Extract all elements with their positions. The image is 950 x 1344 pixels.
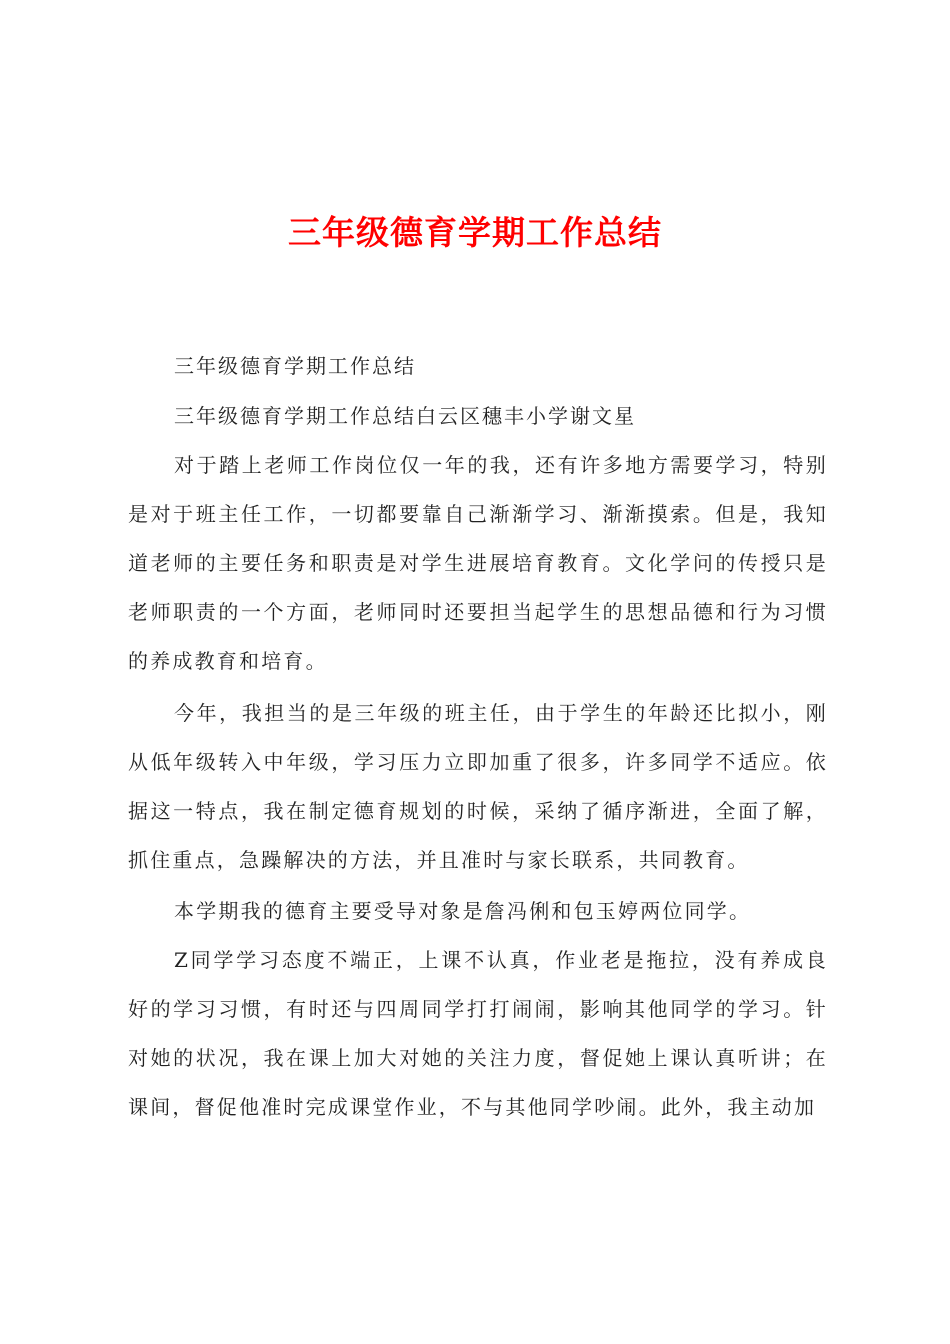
author-line: 三年级德育学期工作总结白云区穗丰小学谢文星 xyxy=(174,404,636,428)
document-title: 三年级德育学期工作总结 xyxy=(288,213,662,252)
paragraph-1: 对于踏上老师工作岗位仅一年的我，还有许多地方需要学习，特别是对于班主任工作，一切都要靠自己渐渐学习、渐渐摸索。但是，我知道老师的主要任务和职责是对学生进展培育教育。文化学问的传授只是老师职责的一个方面，老师同时还要担当起学生的思想品德和行为习惯的养成教育和培育。 xyxy=(128,453,828,673)
paragraph-3: 本学期我的德育主要受导对象是詹冯俐和包玉婷两位同学。 xyxy=(174,899,752,923)
paragraph-2: 今年，我担当的是三年级的班主任，由于学生的年龄还比拟小，刚从低年级转入中年级，学习压力立即加重了很多，许多同学不适应。依据这一特点，我在制定德育规划的时候，采纳了循序渐进，全面了解，抓住重点，急躁解决的方法，并且准时与家长联系，共同教育。 xyxy=(128,701,828,872)
subtitle-line: 三年级德育学期工作总结 xyxy=(174,354,416,378)
paragraph-4: Z同学学习态度不端正，上课不认真，作业老是拖拉，没有养成良好的学习习惯，有时还与四周同学打打闹闹，影响其他同学的学习。针对她的状况，我在课上加大对她的关注力度，督促她上课认真听讲；在课间，督促他准时完成课堂作业，不与其他同学吵闹。此外，我主动加 xyxy=(128,948,828,1119)
